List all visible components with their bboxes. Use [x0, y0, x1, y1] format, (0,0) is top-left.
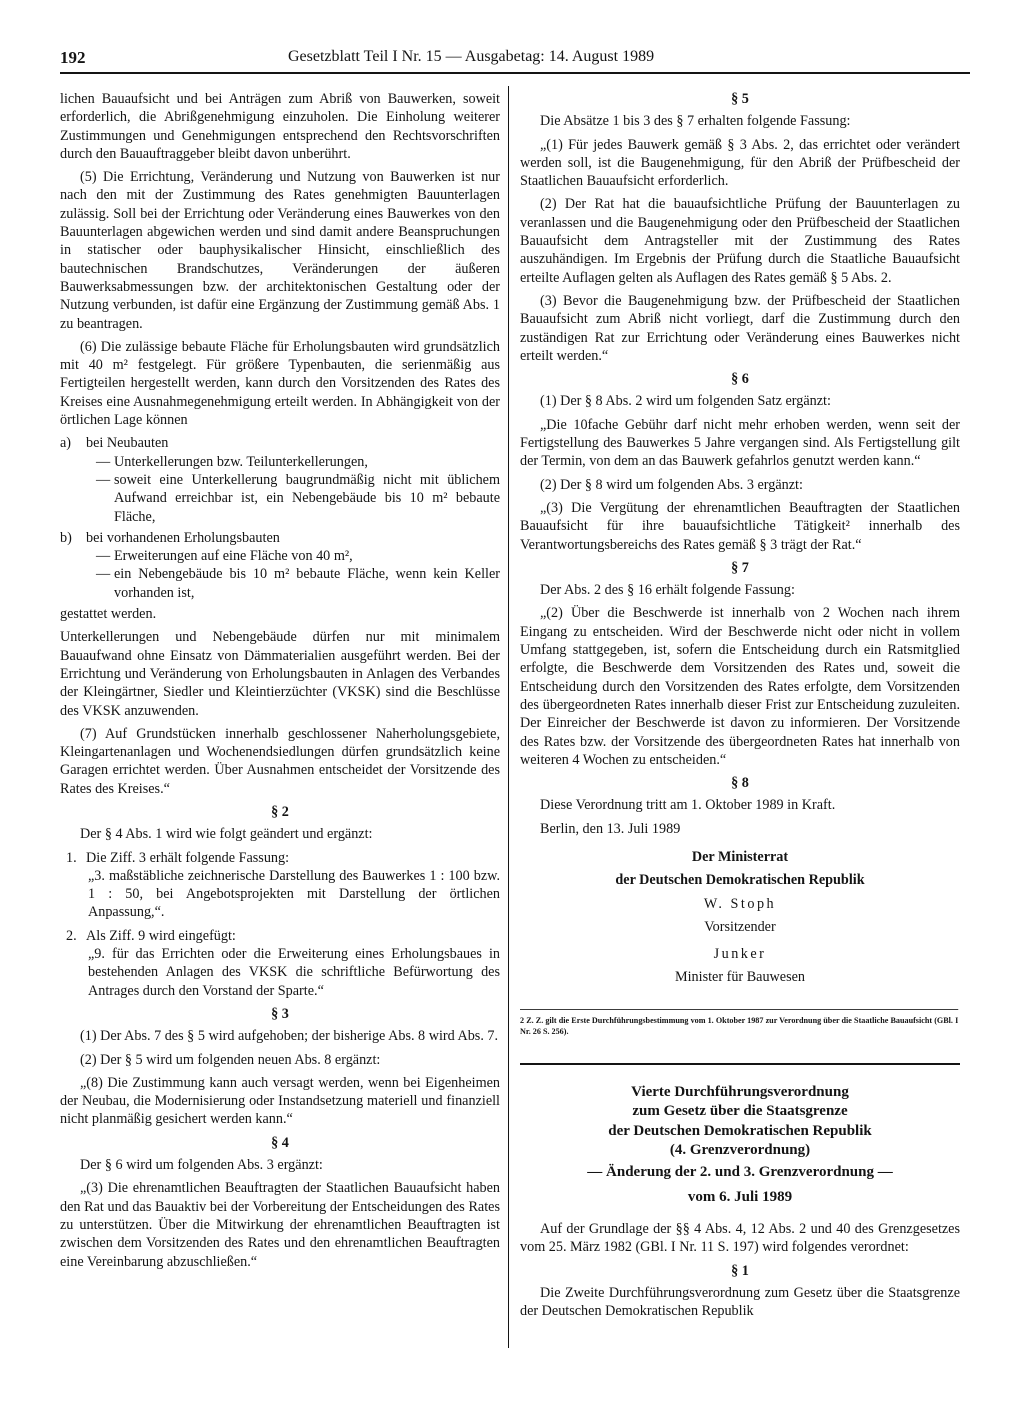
section-heading: § 3: [271, 1005, 289, 1022]
paragraph: Der § 4 Abs. 1 wird wie folgt geändert und ergänzt:: [80, 826, 373, 843]
right-column: [520, 90, 960, 1325]
list-label: a): [60, 435, 72, 452]
paragraph: (3) Bevor die Baugenehmigung bzw. der Prüfbescheid der Staatlichen Bauaufsicht zum Abriß nicht vorliegt, darf die Zustimmung durch den zuständigen Rat zur Errichtung oder Veränderung eines Bauwerkes nicht erteilt werden.“: [520, 292, 960, 364]
dash-item: — ein Nebengebäude bis 10 m² bebaute Fläche, wenn kein Keller vorhanden ist,: [96, 566, 500, 601]
paragraph: Auf der Grundlage der §§ 4 Abs. 4, 12 Abs. 2 und 40 des Grenzgesetzes vom 25. März 1982 (GBl. I Nr. 11 S. 197) wird folgendes verordnet:: [520, 1220, 960, 1256]
list-item-a: [60, 434, 500, 452]
paragraph: (2) Der § 5 wird um folgenden neuen Abs. 8 ergänzt:: [80, 1051, 381, 1068]
list-text: Als Ziff. 9 wird eingefügt:: [86, 927, 236, 944]
dash-item: — Erweiterungen auf eine Fläche von 40 m²,: [96, 548, 353, 565]
list-label: b): [60, 529, 72, 546]
paragraph: Die Zweite Durchführungsverordnung zum Gesetz über die Staatsgrenze der Deutschen Demokratischen Republik: [520, 1284, 960, 1320]
paragraph: „(3) Die ehrenamtlichen Beauftragten der Staatlichen Bauaufsicht haben den Rat und das Bauaktiv bei der Vorbereitung der Entscheidungen des Rates zu unterstützen. Über die Mitwirkung der ehrenamtlichen Beauftragten ist zwischen dem Vorsitzenden des Rates und den ehrenamtlichen Beauftragten eine Vereinbarung abzuschließen.“: [60, 1180, 500, 1270]
paragraph: „(2) Über die Beschwerde ist innerhalb von 2 Wochen nach ihrem Eingang zu entscheiden. Wird der Beschwerde nicht oder nicht in vollem Umfang stattgegeben, ist, sofern die Entscheidung durch ein Ratsmitglied erfolgte, die Beschwerde dem Vorsitzenden des Rates und, soweit die Entscheidung durch den Vorsitzenden des Rates erfolgte, dem Vorsitzenden des übergeordneten Rates innerhalb dieser Frist zur Entscheidung zuzuleiten. Der Einreicher der Beschwerde ist davon zu informieren. Der Vorsitzende des Rates bzw. der Vorsitzende des übergeordneten Rates hat innerhalb von weiteren 4 Wochen zu entscheiden.“: [520, 605, 960, 768]
section-rule: [520, 1063, 960, 1065]
decree-header: [520, 1083, 960, 1208]
place-date: Berlin, den 13. Juli 1989: [540, 820, 681, 837]
section-heading: § 1: [731, 1262, 749, 1279]
paragraph-7: (7) Auf Grundstücken innerhalb geschlossener Naherholungsgebiete, Kleingartenanlagen und Wochenendsiedlungen dürfen grundsätzlich keine Garagen errichtet werden. Über Ausnahmen entscheidet der Vorsitzende des Rates des Kreises.“: [60, 725, 500, 797]
dash-text: soweit eine Unterkellerung baugrundmäßig nicht mit üblichem Aufwand erreichbar ist, ein Nebengebäude bis 10 m² bebaute Fläche,: [114, 471, 500, 525]
section-heading: § 8: [731, 775, 749, 792]
decree-title: zum Gesetz über die Staatsgrenze: [632, 1103, 848, 1120]
list-text: bei Neubauten: [86, 435, 169, 452]
section-heading: § 7: [731, 559, 749, 576]
signatory-role: Minister für Bauwesen: [674, 969, 806, 986]
list-label: 2.: [66, 927, 77, 944]
paragraph: Unterkellerungen und Nebengebäude dürfen nur mit minimalem Bauaufwand ohne Einsatz von Dämmaterialien ausgeführt werden. Bei der Errichtung und Veränderung von Erholungsbauten in Anlagen des Verbandes der Kleingärtner, Siedler und Kleintierzüchter (VKSK) sind die Beschlüsse des VKSK anzuwenden.: [60, 629, 500, 719]
paragraph: „(1) Für jedes Bauwerk gemäß § 3 Abs. 2, das errichtet oder verändert werden soll, ist die Baugenehmigung, für den Abriß der Prüfbescheid der Staatlichen Bauaufsicht erforderlich.: [520, 136, 960, 190]
section-heading: § 6: [731, 371, 749, 388]
dash-text: Unterkellerungen bzw. Teilunterkellerungen,: [114, 453, 368, 470]
signature-block: [520, 848, 960, 987]
footnote-area: [520, 1009, 960, 1053]
decree-title: (4. Grenzverordnung): [669, 1142, 811, 1159]
paragraph: (1) Der § 8 Abs. 2 wird um folgenden Satz ergänzt:: [540, 393, 831, 410]
list-text: Die Ziff. 3 erhält folgende Fassung:: [86, 849, 290, 866]
numbered-item: [60, 927, 500, 945]
footnote: 2 Z. Z. gilt die Erste Durchführungsbestimmung vom 1. Oktober 1987 zur Verordnung über die Staatliche Bauaufsicht (GBl. I Nr. 26 S. 256).: [520, 1009, 958, 1037]
decree-title: der Deutschen Demokratischen Republik: [608, 1122, 872, 1139]
numbered-item: [60, 849, 500, 867]
section-heading: § 4: [271, 1134, 289, 1151]
left-column: [60, 90, 500, 1276]
paragraph: Die Absätze 1 bis 3 des § 7 erhalten folgende Fassung:: [540, 113, 851, 130]
paragraph: Diese Verordnung tritt am 1. Oktober 1989 in Kraft.: [540, 797, 836, 814]
dash-item: — soweit eine Unterkellerung baugrundmäßig nicht mit üblichem Aufwand erreichbar ist, ein Nebengebäude bis 10 m² bebaute Fläche,: [96, 471, 500, 525]
quoted-text: „3. maßstäbliche zeichnerische Darstellung des Bauwerkes 1 : 100 bzw. 1 : 50, bei Angebotsprojekten mit Darstellung der örtlichen Anpassung,“.: [88, 867, 500, 921]
paragraph: „(8) Die Zustimmung kann auch versagt werden, wenn bei Eigenheimen der Neubau, die Modernisierung oder Instandsetzung materiell und finanziell nicht planmäßig gesichert werden kann.“: [60, 1074, 500, 1128]
page-header: [60, 44, 970, 74]
paragraph: „(3) Die Vergütung der ehrenamtlichen Beauftragten der Staatlichen Bauaufsicht für ihre bauaufsichtliche Tätigkeit² innerhalb des Verantwortungsbereichs des Rates gemäß § 3 trägt der Rat.“: [520, 499, 960, 553]
signature-body: der Deutschen Demokratischen Republik: [615, 872, 865, 889]
paragraph: gestattet werden.: [60, 606, 157, 623]
paragraph: lichen Bauaufsicht und bei Anträgen zum Abriß von Bauwerken, soweit erforderlich, die Abrißgenehmigung einzuholen. Die Einholung weiterer Zustimmungen und Genehmigungen entsprechend den Rechtsvorschriften durch den Bauauftraggeber bleibt davon unberührt.: [60, 91, 500, 162]
paragraph: (2) Der Rat hat die bauaufsichtliche Prüfung der Bauunterlagen zu veranlassen und die Baugenehmigung oder den Prüfbescheid der Staatlichen Bauaufsicht dem Antragsteller mit der Zustimmung des Rates auszuhändigen. Im Ergebnis der Prüfung durch die Staatliche Bauaufsicht erteilte Auflagen gelten als Auflagen des Rates gemäß § 5 Abs. 2.: [520, 196, 960, 286]
decree-title: Vierte Durchführungsverordnung: [631, 1083, 849, 1100]
list-label: 1.: [66, 849, 77, 866]
dash-text: ein Nebengebäude bis 10 m² bebaute Fläche, wenn kein Keller vorhanden ist,: [114, 566, 500, 601]
list-item-b: [60, 529, 500, 547]
paragraph-6: (6) Die zulässige bebaute Fläche für Erholungsbauten wird grundsätzlich mit 40 m² festgelegt. Für größere Typenbauten, die serienmäßig aus Fertigteilen hergestellt werden, kann durch den Vorsitzenden des Rates des Kreises eine Ausnahmegenehmigung erteilt werden. In Abhängigkeit von der örtlichen Lage können: [60, 338, 500, 429]
dash-item: — Unterkellerungen bzw. Teilunterkellerungen,: [96, 453, 368, 470]
signature-body: Der Ministerrat: [691, 848, 789, 865]
list-text: bei vorhandenen Erholungsbauten: [86, 529, 280, 546]
signatory-name: W. Stoph: [703, 895, 777, 912]
gazette-title: Gesetzblatt Teil I Nr. 15 — Ausgabetag: 14. August 1989: [288, 48, 655, 65]
dash-text: Erweiterungen auf eine Fläche von 40 m²,: [114, 548, 353, 565]
section-heading: § 5: [731, 91, 749, 107]
signatory-name: Junker: [713, 945, 767, 962]
decree-date: vom 6. Juli 1989: [687, 1189, 793, 1206]
paragraph: (1) Der Abs. 7 des § 5 wird aufgehoben; der bisherige Abs. 8 wird Abs. 7.: [80, 1028, 499, 1045]
paragraph: (2) Der § 8 wird um folgenden Abs. 3 ergänzt:: [540, 476, 803, 493]
column-divider: [508, 86, 509, 1348]
paragraph: Der § 6 wird um folgenden Abs. 3 ergänzt:: [80, 1157, 323, 1174]
section-heading: § 2: [271, 803, 289, 820]
paragraph: Der Abs. 2 des § 16 erhält folgende Fassung:: [540, 582, 795, 599]
paragraph-5: (5) Die Errichtung, Veränderung und Nutzung von Bauwerken ist nur nach den mit der Zustimmung des Rates genehmigten Bauunterlagen zulässig. Soll bei der Errichtung oder Veränderung eines Bauwerkes von den Bauunterlagen abgewichen werden und sind damit andere Beanspruchungen in statischer oder bauphysikalischer Hinsicht, einschließlich des bautechnischen Brandschutzes, Veränderungen der äußeren Bauwerksabmessungen bzw. der architektonischen Gestaltung oder der Nutzung verbunden, ist dafür eine Ergänzung der Zustimmung gemäß Abs. 1 zu beantragen.: [60, 169, 500, 332]
signatory-role: Vorsitzender: [704, 919, 776, 936]
page-number: 192: [60, 48, 86, 67]
quoted-text: „9. für das Errichten oder die Erweiterung eines Erholungsbaues in bestehenden Anlagen des VKSK die schriftliche Befürwortung des Antrages durch den Vorstand der Sparte.“: [88, 946, 500, 999]
paragraph: „Die 10fache Gebühr darf nicht mehr erhoben werden, wenn seit der Fertigstellung des Bauwerkes 5 Jahre vergangen sind. Als Fertigstellung gilt der Termin, von dem an das Bauwerk gefahrlos genutzt werden kann.“: [520, 416, 960, 470]
decree-subtitle: — Änderung der 2. und 3. Grenzverordnung —: [587, 1163, 893, 1180]
